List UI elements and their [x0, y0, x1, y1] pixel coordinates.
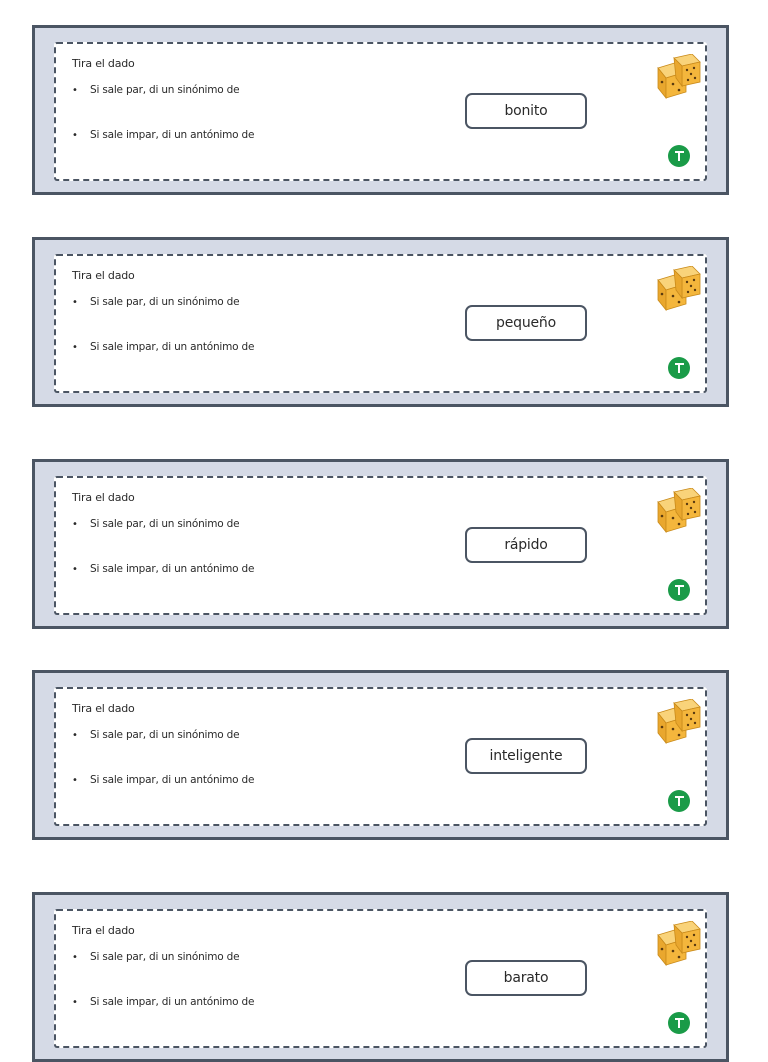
card-dashed-area — [54, 476, 707, 615]
target-word: inteligente — [465, 738, 587, 774]
dice-icon — [638, 699, 702, 753]
teacher-logo-icon — [668, 145, 690, 167]
bullet: • — [72, 564, 78, 575]
even-rule — [72, 951, 239, 963]
odd-rule-text: Si sale impar, di un antónimo de — [90, 563, 255, 575]
even-rule-text: Si sale par, di un sinónimo de — [90, 729, 240, 741]
dice-icon — [638, 488, 702, 542]
bullet: • — [72, 519, 78, 530]
bullet: • — [72, 730, 78, 741]
odd-rule-text: Si sale impar, di un antónimo de — [90, 996, 255, 1008]
card-title: Tira el dado — [72, 491, 135, 504]
activity-card — [32, 670, 729, 840]
dice-icon — [638, 266, 702, 320]
card-title: Tira el dado — [72, 702, 135, 715]
target-word: bonito — [465, 93, 587, 129]
target-word: barato — [465, 960, 587, 996]
activity-card — [32, 892, 729, 1062]
odd-rule — [72, 563, 254, 575]
even-rule — [72, 296, 239, 308]
target-word: rápido — [465, 527, 587, 563]
bullet: • — [72, 85, 78, 96]
even-rule — [72, 729, 239, 741]
card-dashed-area — [54, 687, 707, 826]
teacher-logo-icon — [668, 579, 690, 601]
odd-rule-text: Si sale impar, di un antónimo de — [90, 129, 255, 141]
card-dashed-area — [54, 42, 707, 181]
dice-icon — [638, 54, 702, 108]
even-rule — [72, 84, 239, 96]
odd-rule-text: Si sale impar, di un antónimo de — [90, 341, 255, 353]
card-title: Tira el dado — [72, 924, 135, 937]
card-title: Tira el dado — [72, 57, 135, 70]
odd-rule — [72, 774, 254, 786]
odd-rule — [72, 129, 254, 141]
even-rule-text: Si sale par, di un sinónimo de — [90, 84, 240, 96]
activity-card — [32, 25, 729, 195]
activity-card — [32, 459, 729, 629]
even-rule-text: Si sale par, di un sinónimo de — [90, 296, 240, 308]
bullet: • — [72, 775, 78, 786]
bullet: • — [72, 952, 78, 963]
card-dashed-area — [54, 909, 707, 1048]
card-dashed-area — [54, 254, 707, 393]
even-rule-text: Si sale par, di un sinónimo de — [90, 951, 240, 963]
dice-icon — [638, 921, 702, 975]
even-rule-text: Si sale par, di un sinónimo de — [90, 518, 240, 530]
card-title: Tira el dado — [72, 269, 135, 282]
teacher-logo-icon — [668, 790, 690, 812]
even-rule — [72, 518, 239, 530]
bullet: • — [72, 297, 78, 308]
teacher-logo-icon — [668, 357, 690, 379]
activity-card — [32, 237, 729, 407]
teacher-logo-icon — [668, 1012, 690, 1034]
bullet: • — [72, 130, 78, 141]
bullet: • — [72, 342, 78, 353]
odd-rule — [72, 996, 254, 1008]
odd-rule — [72, 341, 254, 353]
odd-rule-text: Si sale impar, di un antónimo de — [90, 774, 255, 786]
bullet: • — [72, 997, 78, 1008]
target-word: pequeño — [465, 305, 587, 341]
